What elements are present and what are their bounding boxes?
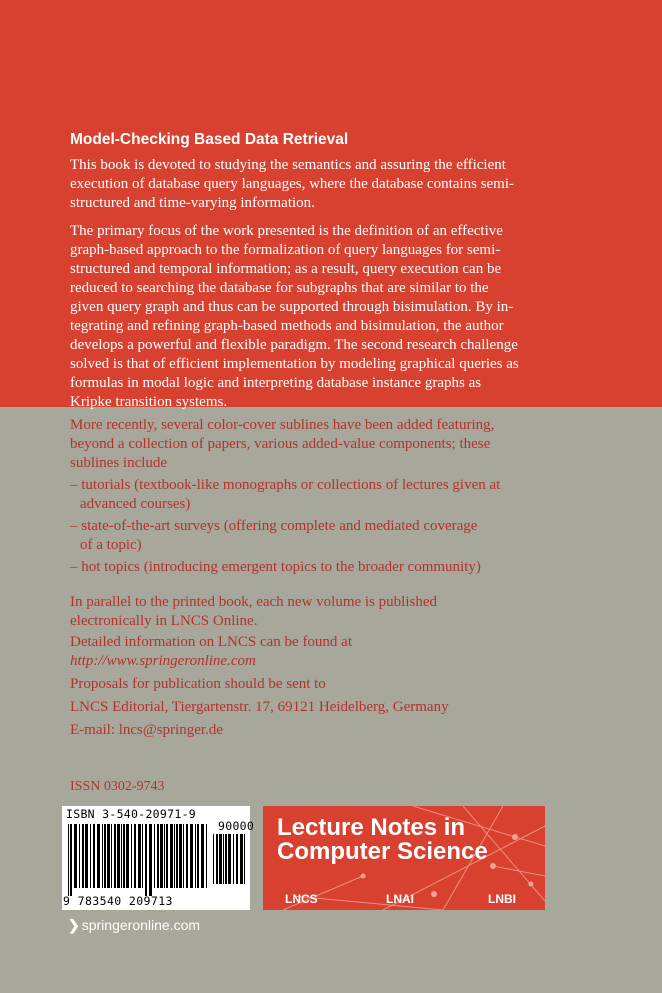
text-line: given query graph and thus can be supported through bisimulation. By in- [70,299,514,315]
addon-digits: 90000 [218,819,255,833]
text-line: sublines include [70,455,168,471]
text-line: – state-of-the-art surveys (offering complete and mediated coverage [70,518,478,534]
issn-number: ISSN 0302-9743 [70,779,165,794]
text-line: structured and temporal information; as a result, query execution can be [70,261,502,277]
text-line: reduced to searching the database for subgraphs that are similar to the [70,280,489,296]
barcode-bars [68,824,208,896]
text-line: develops a powerful and flexible paradigm. The second research challenge [70,337,518,353]
text-line: beyond a collection of papers, various added-value components; these [70,436,491,452]
springer-footer-link[interactable] [68,917,200,934]
text-line: Proposals for publication should be sent to [70,676,326,692]
text-line: – tutorials (textbook-like monographs or collections of lectures given at [70,477,501,493]
proposals-line [70,675,590,694]
series-title-line: Lecture Notes in [277,814,466,841]
ean-digits: 9 783540 209713 [63,894,173,908]
text-line: structured and time-varying information. [70,195,315,211]
subline-tag-lnai: LNAI [386,892,414,906]
sublines-item-hot-topics [70,558,590,577]
description-paragraph-1 [70,156,585,213]
text-line: formulas in modal logic and interpreting database instance graphs as [70,375,482,391]
text-line: The primary focus of the work presented is the definition of an effective [70,223,503,239]
email-line [70,721,590,740]
text-line: This book is devoted to studying the semantics and assuring the efficient [70,157,506,173]
text-line: E-mail: lncs@springer.de [70,722,223,738]
springer-footer-label: springeronline.com [81,917,201,933]
isbn-text: ISBN 3-540-20971-9 [66,807,197,821]
text-line: In parallel to the printed book, each new volume is published [70,594,437,610]
online-paragraph [70,593,590,631]
text-line: Kripke transition systems. [70,394,228,410]
text-line: More recently, several color-cover sublines have been added featuring, [70,417,495,433]
text-line: of a topic) [80,537,142,553]
text-line: LNCS Editorial, Tiergartenstr. 17, 69121 Heidelberg, Germany [70,699,449,715]
sublines-intro [70,416,590,473]
top-red-panel [0,0,662,410]
text-line: – hot topics (introducing emergent topics to the broader community) [70,559,481,575]
series-title-line: Computer Science [277,838,488,865]
address-line [70,698,590,717]
subline-tag-lncs: LNCS [285,892,318,906]
sublines-item-surveys [70,517,590,555]
text-line: advanced courses) [80,496,191,512]
chevron-right-icon: ❯ [68,917,80,933]
text-line: electronically in LNCS Online. [70,613,258,629]
text-line: tegrating and refining graph-based methods and bisimulation, the author [70,318,504,334]
text-line: execution of database query languages, where the database contains semi- [70,176,514,192]
text-line: solved is that of efficient implementation by modeling graphical queries as [70,356,519,372]
isbn-barcode [62,806,255,910]
sublines-item-tutorials [70,476,590,514]
info-paragraph [70,633,590,671]
description-paragraph-2 [70,222,585,412]
addon-barcode-bars [213,834,247,892]
text-line: Detailed information on LNCS can be found at [70,634,353,650]
lncs-series-logo [263,806,545,910]
springer-url: http://www.springeronline.com [70,653,256,669]
subline-tag-lnbi: LNBI [488,892,516,906]
book-title: Model-Checking Based Data Retrieval [70,131,349,148]
text-line: graph-based approach to the formalization of query languages for semi- [70,242,501,258]
series-title [277,816,488,864]
